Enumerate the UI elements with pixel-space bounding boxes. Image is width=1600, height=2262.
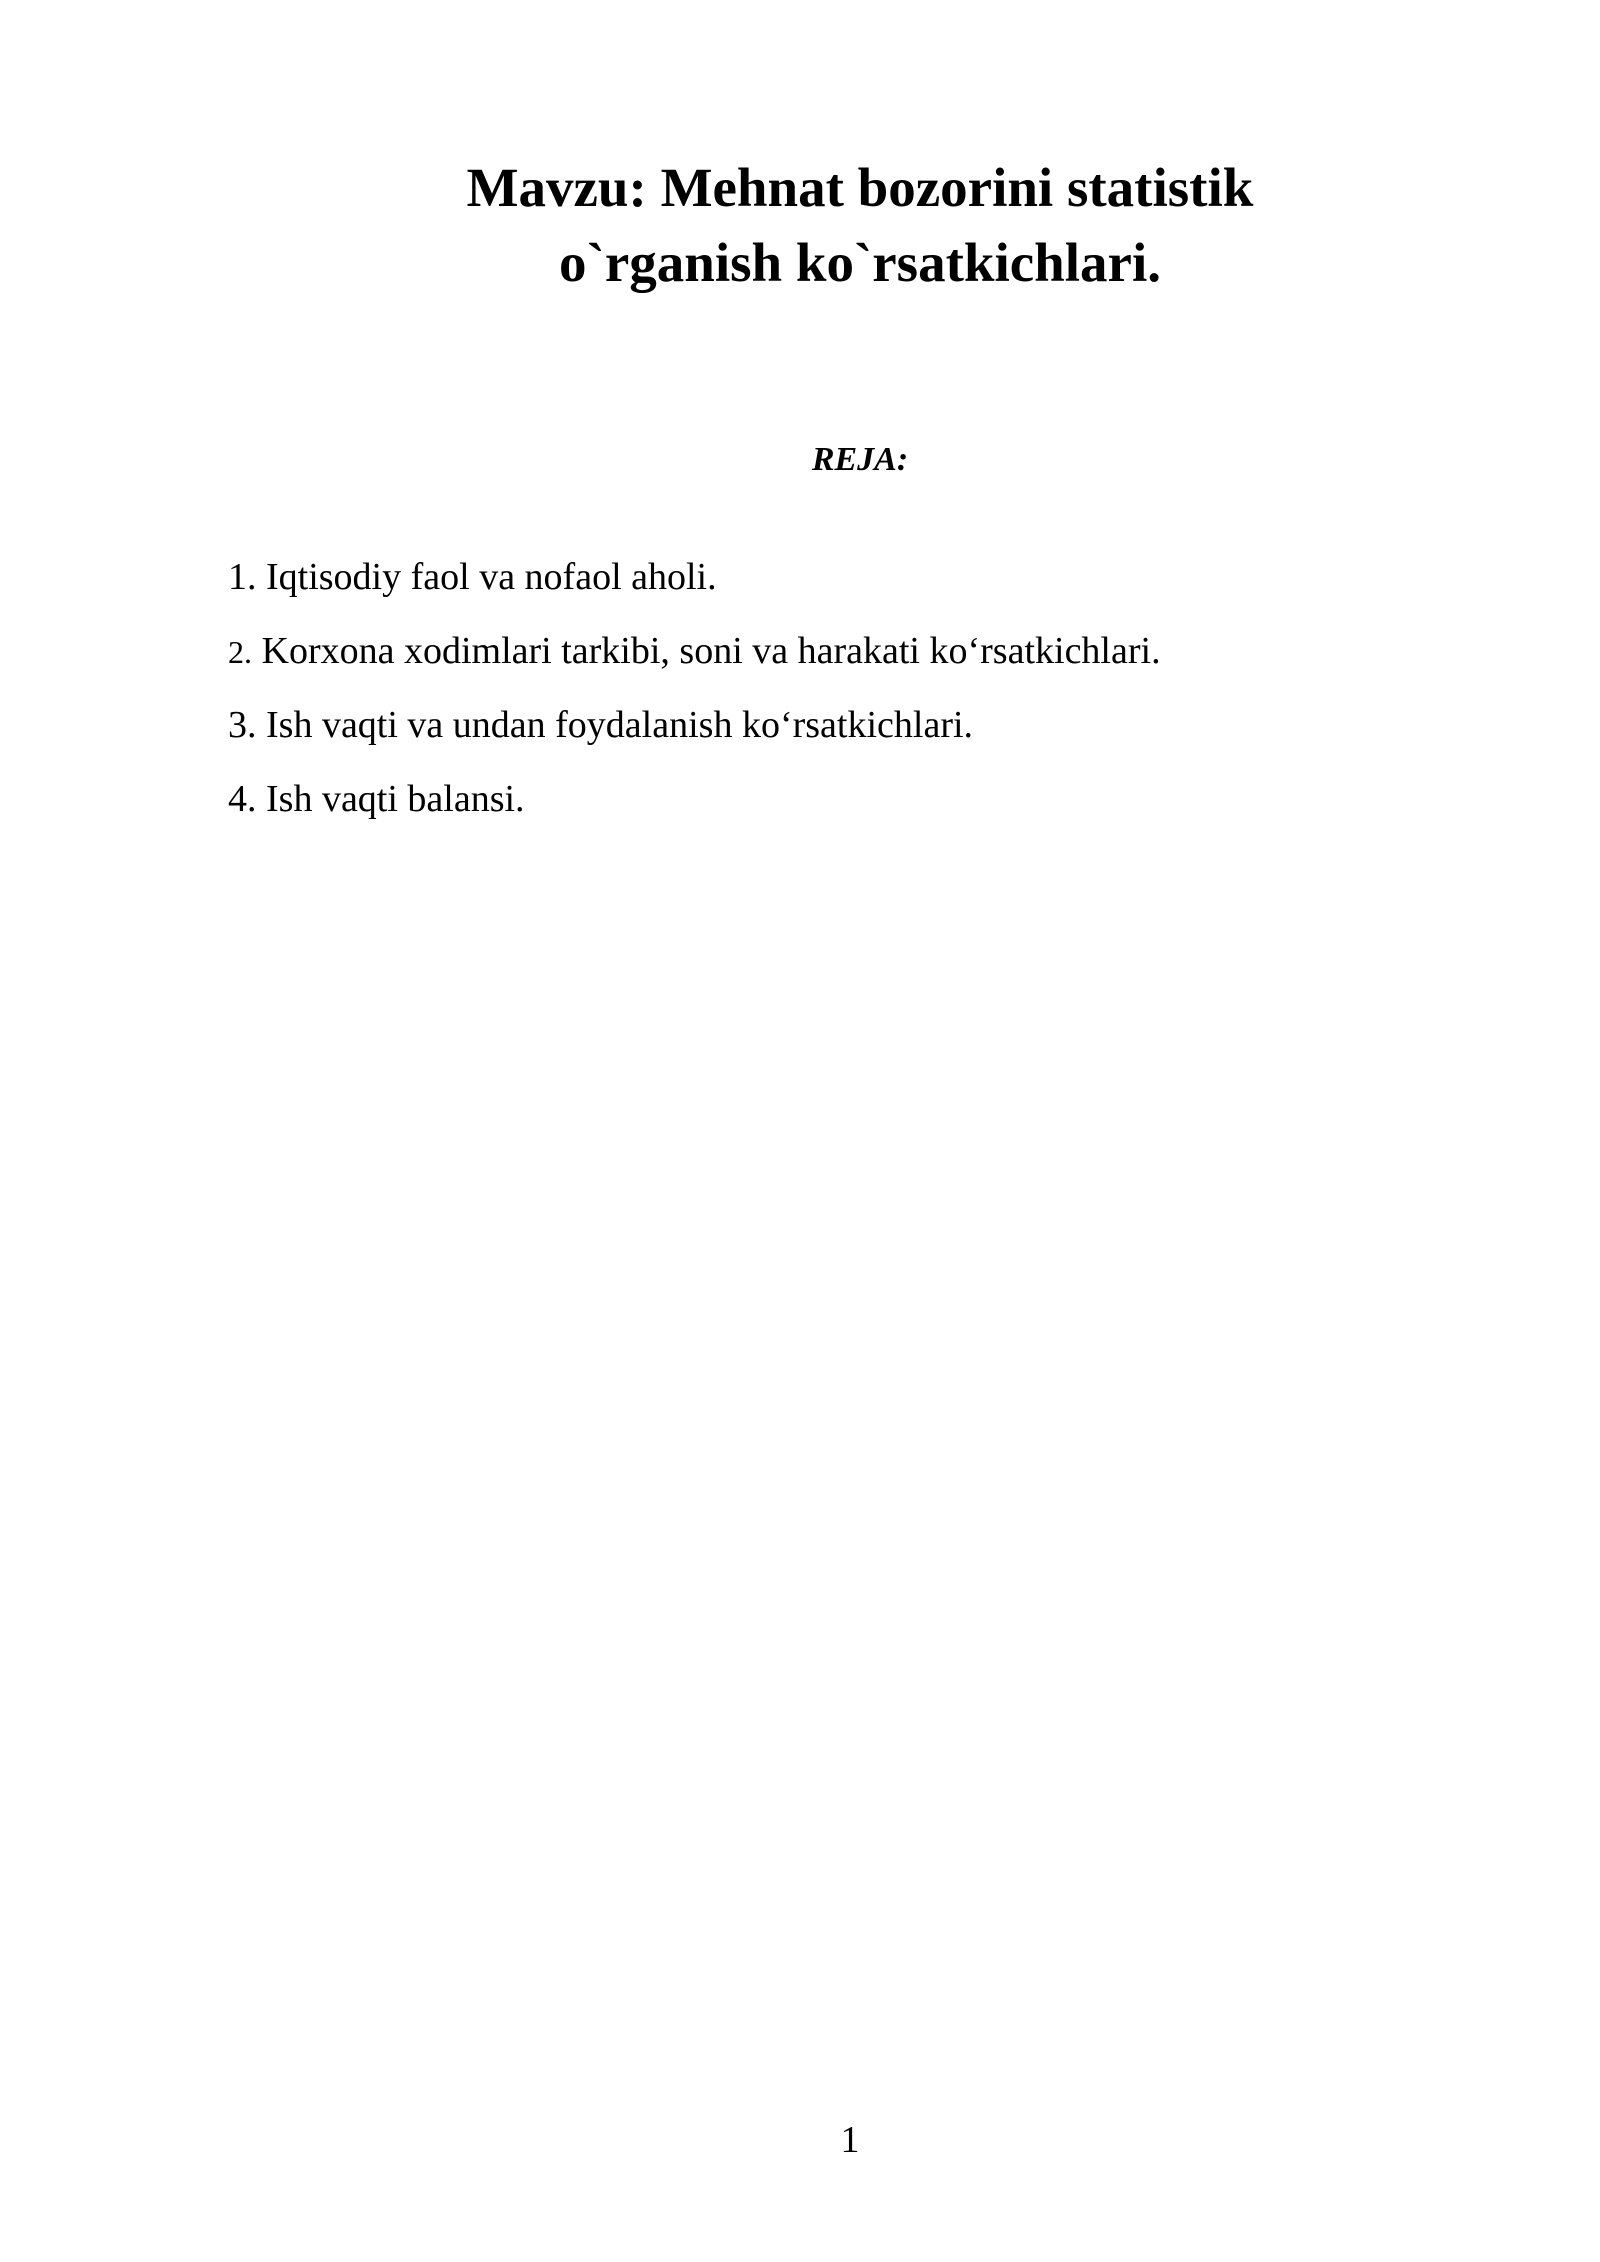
- page-title: [340, 150, 1380, 300]
- plan-item-text: Iqtisodiy faol va nofaol aholi.: [256, 556, 717, 598]
- plan-item-number: 1.: [228, 556, 257, 598]
- plan-list: [228, 555, 1428, 851]
- plan-item-text: Ish vaqti balansi.: [256, 778, 525, 820]
- plan-item: [228, 629, 1428, 673]
- plan-item-text: Korxona xodimlari tarkibi, soni va harakati ko‘rsatkichlari.: [252, 630, 1161, 672]
- plan-item: [228, 703, 1428, 747]
- plan-item-number: 3.: [228, 704, 257, 746]
- plan-item-text: Ish vaqti va undan foydalanish ko‘rsatkichlari.: [256, 704, 974, 746]
- plan-item: [228, 555, 1428, 599]
- page-number: 1: [840, 2119, 860, 2161]
- plan-heading: REJA:: [811, 441, 909, 478]
- title-line-2: o`rganish ko`rsatkichlari.: [559, 232, 1161, 293]
- plan-item-number: 4.: [228, 778, 257, 820]
- title-line-1: Mavzu: Mehnat bozorini statistik: [466, 157, 1254, 218]
- plan-item-number: 2.: [228, 634, 252, 670]
- plan-item: [228, 777, 1428, 821]
